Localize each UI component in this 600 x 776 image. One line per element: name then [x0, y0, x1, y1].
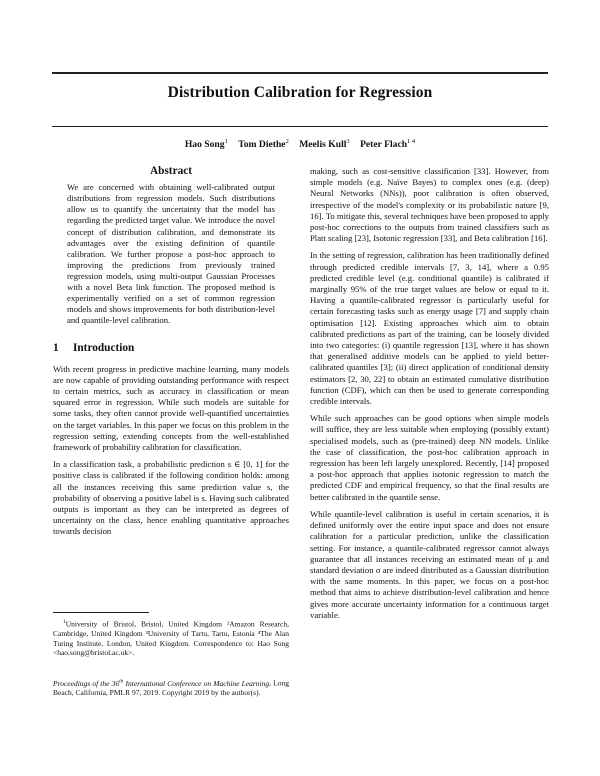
- affiliation-footnote: $^1$University of Bristol, Bristol, United Kingdom ²Amazon Research, Cambridge, United Kingdom ³University of Tartu, Tartu, Estonia ⁴The Alan Turing Institute, London, United Kingdom. Correspondence to: Hao Song <hao.song@bristol.ac.uk>.: [53, 619, 289, 658]
- section-heading: [53, 343, 289, 354]
- left-column: [53, 166, 289, 538]
- section-title: Introduction: [73, 342, 135, 355]
- author: Hao Song$^1$: [184, 138, 228, 151]
- right-column: [310, 166, 549, 621]
- paragraph: In the setting of regression, calibration has been traditionally defined through predicted credible intervals [7, 3, 14], where a 0.95 predicted credible level (e.g. conditional quantile) is calibrated if marginally 95% of the true target values are below or equal to it. Having a quantile-calibrated regressor is particularly useful for certain forecasting tasks such as energy usage [7] and supply chain optimisation [12]. Existing approaches which aim to obtain calibrated predictions as part of the training, can be loosely divided into two categories: (i) quantile regression [13], where it has shown that generalised additive models can be applied to yield better-calibrated quantiles [3]; (ii) direct application of conditional density estimators [2, 30, 22] to obtain an estimated cumulative distribution function (CDF), which can then be used to generate corresponding credible intervals.: [310, 250, 549, 407]
- title-bottom-rule: [52, 126, 548, 127]
- author: Tom Diethe$^2$: [238, 138, 289, 151]
- paragraph: making, such as cost-sensitive classification [33]. However, from simple models (e.g. Naïve Bayes) to complex ones (e.g. (deep) Neural Networks (NNs)), poor calibration is often observed, irrespective of the model's complexity or its probabilistic nature [9, 16]. To mitigate this, several techniques have been proposed to apply post-hoc corrections to the outputs from trained classifiers such as Platt scaling [23], Isotonic regression [33], and Beta calibration [16].: [310, 166, 549, 244]
- paragraph: In a classification task, a probabilistic prediction s ∈ [0, 1] for the positive class is calibrated if the following condition holds: among all the instances receiving this same prediction value s, the probability of observing a positive label is s. Having such calibrated outputs is important as they can be interpreted as degrees of uncertainty on the class, hence enabling quantitative approaches towards decision: [53, 459, 289, 537]
- paper-title: Distribution Calibration for Regression: [167, 84, 433, 101]
- author-list: [0, 138, 600, 150]
- author: Peter Flach$^{1 4}$: [360, 138, 416, 151]
- abstract-heading: Abstract: [149, 165, 193, 177]
- title-top-rule: [52, 72, 548, 74]
- paragraph: With recent progress in predictive machine learning, many models are now capable of providing outstanding performance with respect to certain metrics, such as accuracy in classification or mean squared error in regression. While such models are suitable for some tasks, they often cannot provide well-quantified uncertainties on the target variables. In this paper we focus on this problem in the regression setting, extending concepts from the well-established framework of probability calibration for classification.: [53, 363, 289, 453]
- proceedings-note: Proceedings of the 36th International Conference on Machine Learning, Long Beach, California, PMLR 97, 2019. Copyright 2019 by the author(s).: [53, 678, 289, 698]
- author: Meelis Kull$^3$: [299, 138, 350, 151]
- footnote-rule: [53, 612, 149, 613]
- abstract-text: We are concerned with obtaining well-calibrated output distributions from regression models. Such distributions allow us to quantify the uncertainty that the model has regarding the predicted target value. We introduce the novel concept of distribution calibration, and demonstrate its advantages over the existing definition of quantile calibration. We further propose a post-hoc approach to improving the predictions from previously trained regression models, using multi-output Gaussian Processes with a novel Beta link function. The proposed method is experimentally verified on a set of common regression models and shows improvements for both distribution-level and quantile-level calibration.: [67, 182, 275, 326]
- paragraph: While quantile-level calibration is useful in certain scenarios, it is defined uniformly over the entire input space and does not ensure calibration for a particular prediction, unlike the classification setting. For instance, a quantile-calibrated regressor cannot always guarantee that all instances receiving an estimated mean of μ and standard deviation σ are indeed distributed as a Gaussian distribution with the same moments. In this paper, we focus on a post-hoc method that aims to achieve distribution-level calibration and hence gives more accurate uncertainty information for a continuous target variable.: [310, 508, 549, 620]
- section-number: 1: [53, 342, 59, 355]
- paragraph: While such approaches can be good options when simple models will suffice, they are less suitable when employing (possibly extant) specialised models, such as (pre-trained) deep NN models. Unlike the case of classification, the post-hoc calibration approach in regression has been left largely unexplored. Recently, [14] proposed a post-hoc approach that applies isotonic regression to match the predicted CDF and empirical frequency, so that the final results are better calibrated in the quantile sense.: [310, 413, 549, 502]
